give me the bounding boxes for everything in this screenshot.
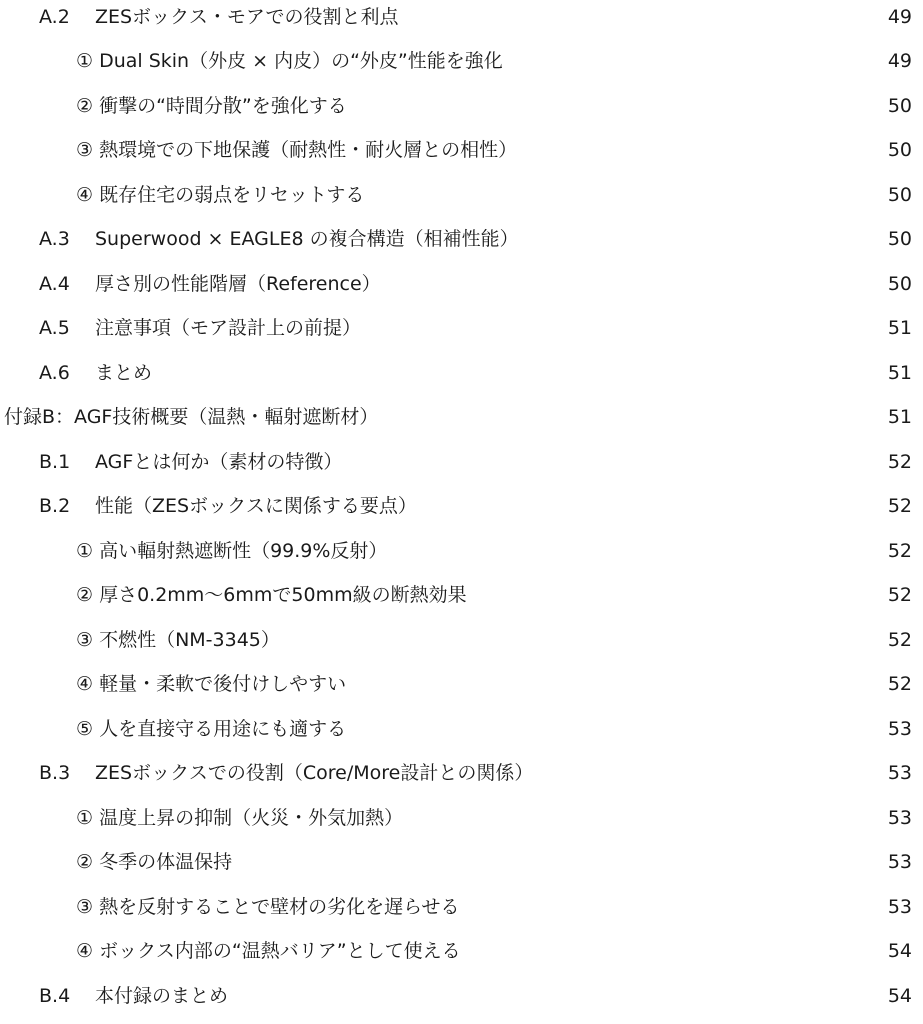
toc-section-title: 厚さ別の性能階層（Reference）	[95, 273, 381, 295]
toc-section-title: ⑤ 人を直接守る用途にも適する	[76, 718, 347, 740]
toc-entry-a2-3[interactable]	[0, 133, 923, 167]
toc-entry-b2[interactable]	[0, 489, 923, 523]
toc-section-number: B.4	[39, 985, 71, 1007]
toc-entry-text	[39, 356, 152, 390]
toc-section-title: ③ 熱環境での下地保護（耐熱性・耐火層との相性）	[76, 139, 518, 161]
toc-entry-text	[76, 623, 280, 657]
toc-section-number: A.3	[39, 228, 70, 250]
toc-entry-b3-3[interactable]	[0, 890, 923, 924]
toc-entry-text	[39, 0, 398, 34]
toc-entry-a5[interactable]	[0, 311, 923, 345]
toc-entry-appendix-b[interactable]	[0, 400, 923, 434]
toc-entry-a3[interactable]	[0, 222, 923, 256]
toc-page-number: 52	[887, 584, 912, 606]
toc-entry-a2[interactable]	[0, 0, 923, 34]
toc-section-title: ZESボックスでの役割（Core/More設計との関係）	[95, 762, 534, 784]
toc-page-number: 53	[887, 851, 912, 873]
toc-section-title: ① 温度上昇の抑制（火災・外気加熱）	[76, 807, 404, 829]
toc-entry-text	[76, 667, 346, 701]
toc-entry-b2-5[interactable]	[0, 712, 923, 746]
toc-entry-text	[39, 489, 417, 523]
toc-entry-a2-2[interactable]	[0, 89, 923, 123]
toc-section-title: ① 高い輻射熱遮断性（99.9%反射）	[76, 540, 388, 562]
toc-entry-text	[76, 712, 346, 746]
toc-section-title: Superwood × EAGLE8 の複合構造（相補性能）	[95, 228, 519, 250]
toc-entry-text	[39, 222, 519, 256]
toc-page-number: 50	[887, 273, 912, 295]
toc-entry-text	[39, 311, 361, 345]
toc-entry-a6[interactable]	[0, 356, 923, 390]
toc-section-title: AGFとは何か（素材の特徴）	[95, 451, 343, 473]
toc-entry-b2-1[interactable]	[0, 534, 923, 568]
toc-entry-text	[76, 578, 467, 612]
toc-section-number: B.3	[39, 762, 71, 784]
toc-page-number: 50	[887, 184, 912, 206]
toc-section-number: A.4	[39, 273, 70, 295]
toc-section-title: ③ 不燃性（NM-3345）	[76, 629, 280, 651]
toc-entry-b4[interactable]	[0, 979, 923, 1013]
toc-section-title: ④ 既存住宅の弱点をリセットする	[76, 184, 365, 206]
toc-entry-text	[76, 934, 461, 968]
toc-entry-b3-2[interactable]	[0, 845, 923, 879]
toc-section-title: ④ 軽量・柔軟で後付けしやすい	[76, 673, 347, 695]
toc-entry-b2-4[interactable]	[0, 667, 923, 701]
toc-page-number: 52	[887, 673, 912, 695]
toc-section-number: B.2	[39, 495, 71, 517]
toc-entry-text	[39, 445, 342, 479]
toc-entry-text	[76, 178, 364, 212]
toc-entry-text	[76, 845, 232, 879]
toc-section-title: ② 冬季の体温保持	[76, 851, 233, 873]
toc-section-number: A.2	[39, 6, 70, 28]
toc-page-number: 54	[887, 940, 912, 962]
toc-section-number: B.1	[39, 451, 71, 473]
toc-entry-text	[76, 890, 460, 924]
toc-section-title: 性能（ZESボックスに関係する要点）	[95, 495, 417, 517]
toc-section-title: ② 厚さ0.2mm〜6mmで50mm級の断熱効果	[76, 584, 467, 606]
toc-section-number: A.6	[39, 362, 70, 384]
toc-page-number: 53	[887, 762, 912, 784]
toc-entry-b3-4[interactable]	[0, 934, 923, 968]
toc-page-number: 50	[887, 139, 912, 161]
toc-page-number: 53	[887, 807, 912, 829]
toc-page-number: 50	[887, 95, 912, 117]
toc-page-number: 52	[887, 451, 912, 473]
toc-entry-b3-1[interactable]	[0, 801, 923, 835]
toc-page-number: 50	[887, 228, 912, 250]
toc-entry-b2-3[interactable]	[0, 623, 923, 657]
toc-entry-text	[76, 44, 503, 78]
toc-page-number: 52	[887, 540, 912, 562]
toc-entry-text	[76, 534, 387, 568]
toc-entry-text	[39, 267, 381, 301]
toc-page-number: 51	[887, 406, 912, 428]
toc-page-number: 51	[887, 362, 912, 384]
toc-entry-text	[76, 133, 517, 167]
toc-section-title: 本付録のまとめ	[95, 985, 229, 1007]
toc-section-title: まとめ	[95, 362, 153, 384]
toc-section-title: 注意事項（モア設計上の前提）	[95, 317, 362, 339]
toc-section-title: ① Dual Skin（外皮 × 内皮）の“外皮”性能を強化	[76, 50, 503, 72]
toc-entry-a2-1[interactable]	[0, 44, 923, 78]
toc-page-number: 51	[887, 317, 912, 339]
toc-entry-b3[interactable]	[0, 756, 923, 790]
toc-section-title: 付録B：AGF技術概要（温熱・輻射遮断材）	[4, 406, 379, 428]
toc-section-title: ZESボックス・モアでの役割と利点	[95, 6, 399, 28]
toc-entry-text	[76, 89, 347, 123]
toc-entry-b2-2[interactable]	[0, 578, 923, 612]
toc-section-title: ③ 熱を反射することで壁材の劣化を遅らせる	[76, 896, 460, 918]
toc-section-title: ④ ボックス内部の“温熱バリア”として使える	[76, 940, 461, 962]
toc-entry-a4[interactable]	[0, 267, 923, 301]
toc-page-number: 54	[887, 985, 912, 1007]
toc-page-number: 52	[887, 629, 912, 651]
toc-entry-b1[interactable]	[0, 445, 923, 479]
toc-entry-a2-4[interactable]	[0, 178, 923, 212]
toc-page-number: 49	[887, 6, 912, 28]
toc-section-number: A.5	[39, 317, 70, 339]
toc-entry-text	[39, 979, 228, 1013]
toc-page-number: 49	[887, 50, 912, 72]
toc-entry-text	[76, 801, 403, 835]
toc-page-number: 52	[887, 495, 912, 517]
toc-section-title: ② 衝撃の“時間分散”を強化する	[76, 95, 347, 117]
toc-page-number: 53	[887, 718, 912, 740]
toc-page-number: 53	[887, 896, 912, 918]
toc-entry-text	[4, 400, 378, 434]
toc-entry-text	[39, 756, 533, 790]
